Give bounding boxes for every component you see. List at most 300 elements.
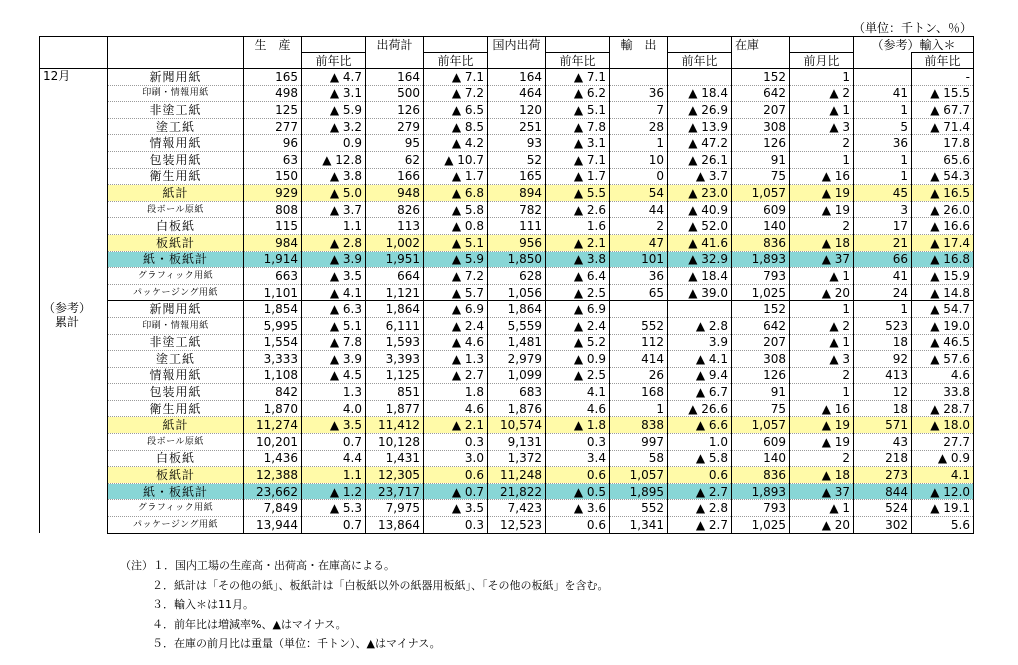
value-cell: 65 [610,284,668,301]
change-cell: 17.8 [912,135,974,152]
value-cell: 523 [854,317,912,334]
change-cell: ▲ 4.5 [302,367,366,384]
value-cell: 41 [854,85,912,102]
value-cell: 1,864 [366,301,424,318]
change-cell: ▲ 13.9 [668,118,732,135]
change-cell: ▲ 18.4 [668,268,732,285]
value-cell: 62 [366,151,424,168]
row-label: 新聞用紙 [108,301,244,318]
value-cell: 663 [244,268,302,285]
change-cell: ▲ 5.0 [302,185,366,202]
change-cell: - [912,69,974,86]
change-cell: ▲ 19.0 [912,317,974,334]
change-cell: ▲ 17.4 [912,234,974,251]
change-cell: ▲ 71.4 [912,118,974,135]
value-cell: 308 [732,118,790,135]
change-cell: ▲ 37 [790,483,854,500]
value-cell: 43 [854,434,912,451]
value-cell: 1,951 [366,251,424,268]
subheader-yoy: 前年比 [912,53,974,69]
change-cell: ▲ 2.8 [668,500,732,517]
value-cell: 36 [610,268,668,285]
table-row [40,185,974,202]
row-label: 塗工紙 [108,351,244,368]
value-cell: 838 [610,417,668,434]
change-cell: ▲ 5.8 [668,450,732,467]
change-cell: ▲ 1 [790,334,854,351]
change-cell: ▲ 16.8 [912,251,974,268]
value-cell: 115 [244,218,302,235]
change-cell: ▲ 40.9 [668,201,732,218]
table-row [40,69,974,86]
change-cell: ▲ 16.6 [912,218,974,235]
change-cell: 0.7 [302,434,366,451]
change-cell: 3.4 [546,450,610,467]
table-row [40,168,974,185]
change-cell: 33.8 [912,384,974,401]
value-cell: 66 [854,251,912,268]
table-row [40,317,974,334]
value-cell: 5 [854,118,912,135]
change-cell: 4.4 [302,450,366,467]
value-cell: 12,523 [488,517,546,534]
footnote: ４．前年比は増減率%、▲はマイナス。 [152,617,347,631]
row-label: 紙計 [108,417,244,434]
value-cell: 894 [488,185,546,202]
footnote: （注）１．国内工場の生産高・出荷高・在庫高による。 [120,559,395,572]
change-cell: ▲ 7.8 [546,118,610,135]
value-cell: 54 [610,185,668,202]
value-cell: 44 [610,201,668,218]
value-cell: 24 [854,284,912,301]
value-cell: 1,436 [244,450,302,467]
change-cell: ▲ 5.1 [546,102,610,119]
change-cell: ▲ 3.7 [668,168,732,185]
value-cell: 1,101 [244,284,302,301]
change-cell: ▲ 16 [790,400,854,417]
change-cell: ▲ 3.9 [302,251,366,268]
table-row [40,367,974,384]
table-row [40,151,974,168]
value-cell: 3,393 [366,351,424,368]
change-cell: 65.6 [912,151,974,168]
value-cell: 948 [366,185,424,202]
table-row [40,218,974,235]
value-cell: 5,559 [488,317,546,334]
subheader-yoy: 前年比 [668,53,732,69]
change-cell: ▲ 26.0 [912,201,974,218]
value-cell: 609 [732,201,790,218]
change-cell: ▲ 2.1 [546,234,610,251]
value-cell [854,69,912,86]
change-cell: ▲ 3.7 [302,201,366,218]
value-cell: 21 [854,234,912,251]
change-cell: 5.6 [912,517,974,534]
change-cell: ▲ 18 [790,234,854,251]
change-cell: 4.6 [546,400,610,417]
change-cell: ▲ 5.7 [424,284,488,301]
value-cell: 851 [366,384,424,401]
change-cell: ▲ 4.2 [424,135,488,152]
change-cell: ▲ 16.5 [912,185,974,202]
value-cell: 140 [732,450,790,467]
change-cell: ▲ 19 [790,434,854,451]
value-cell: 75 [732,168,790,185]
change-cell: ▲ 2.7 [424,367,488,384]
change-cell: ▲ 19 [790,417,854,434]
change-cell: ▲ 15.5 [912,85,974,102]
change-cell: ▲ 1 [790,268,854,285]
change-cell: ▲ 1 [790,102,854,119]
value-cell: 1,025 [732,284,790,301]
value-cell: 1,108 [244,367,302,384]
value-cell: 207 [732,334,790,351]
value-cell: 152 [732,301,790,318]
value-cell: 1,056 [488,284,546,301]
value-cell: 984 [244,234,302,251]
change-cell: ▲ 1.3 [424,351,488,368]
value-cell: 3,333 [244,351,302,368]
change-cell: ▲ 23.0 [668,185,732,202]
value-cell: 26 [610,367,668,384]
change-cell: 1.1 [302,467,366,484]
change-cell: 0.9 [302,135,366,152]
table-row [40,351,974,368]
value-cell: 21,822 [488,483,546,500]
value-cell: 168 [610,384,668,401]
change-cell: ▲ 6.7 [668,384,732,401]
value-cell: 152 [732,69,790,86]
table-row [40,467,974,484]
change-cell: ▲ 2.6 [546,201,610,218]
change-cell: ▲ 0.9 [546,351,610,368]
value-cell: 1 [854,102,912,119]
change-cell: ▲ 3.1 [302,85,366,102]
change-cell: ▲ 5.8 [424,201,488,218]
change-cell: ▲ 1.7 [424,168,488,185]
value-cell: 1,854 [244,301,302,318]
change-cell: ▲ 18.0 [912,417,974,434]
table-row [40,301,974,318]
change-cell: 1.0 [668,434,732,451]
change-cell: ▲ 1.8 [546,417,610,434]
value-cell: 7,423 [488,500,546,517]
table-row [40,118,974,135]
change-cell: 4.1 [912,467,974,484]
value-cell: 1,864 [488,301,546,318]
change-cell: ▲ 6.6 [668,417,732,434]
change-cell: ▲ 41.6 [668,234,732,251]
change-cell: ▲ 2.8 [668,317,732,334]
change-cell: ▲ 3.5 [302,417,366,434]
change-cell: 0.3 [424,517,488,534]
footnote: ３．輸入＊は11月。 [152,598,254,611]
value-cell: 793 [732,500,790,517]
change-cell [668,301,732,318]
value-cell: 664 [366,268,424,285]
change-cell: ▲ 5.9 [424,251,488,268]
change-cell: ▲ 5.5 [546,185,610,202]
period-label [40,69,108,301]
value-cell: 7,975 [366,500,424,517]
footnotes [120,556,609,654]
change-cell: ▲ 2.5 [546,284,610,301]
value-cell: 111 [488,218,546,235]
value-cell: 23,662 [244,483,302,500]
header-import: （参考）輸入＊ [854,37,974,53]
value-cell: 140 [732,218,790,235]
value-cell: 12,305 [366,467,424,484]
change-cell: ▲ 6.2 [546,85,610,102]
change-cell: ▲ 6.3 [302,301,366,318]
change-cell: 4.1 [546,384,610,401]
value-cell: 1,895 [610,483,668,500]
row-label: 紙・板紙計 [108,251,244,268]
row-label: パッケージング用紙 [108,284,244,301]
change-cell: ▲ 3.5 [424,500,488,517]
header-row [40,37,974,53]
value-cell: 17 [854,218,912,235]
change-cell [668,69,732,86]
change-cell: ▲ 19 [790,185,854,202]
change-cell: ▲ 39.0 [668,284,732,301]
change-cell: ▲ 7.1 [424,69,488,86]
value-cell: 1,593 [366,334,424,351]
change-cell: ▲ 7.1 [546,69,610,86]
change-cell: ▲ 26.9 [668,102,732,119]
change-cell: ▲ 67.7 [912,102,974,119]
change-cell: 1.3 [302,384,366,401]
change-cell: ▲ 14.8 [912,284,974,301]
row-label: 段ボール原紙 [108,434,244,451]
unit-label: （単位：千トン、％） [852,21,972,35]
change-cell: ▲ 16 [790,168,854,185]
value-cell: 13,944 [244,517,302,534]
change-cell: ▲ 26.1 [668,151,732,168]
value-cell: 13,864 [366,517,424,534]
change-cell: ▲ 1 [790,500,854,517]
table-row [40,483,974,500]
value-cell: 273 [854,467,912,484]
change-cell: 3.9 [668,334,732,351]
change-cell: ▲ 28.7 [912,400,974,417]
value-cell: 500 [366,85,424,102]
value-cell: 1,057 [610,467,668,484]
header-export: 輸 出 [610,37,668,53]
value-cell [610,69,668,86]
change-cell: ▲ 6.4 [546,268,610,285]
value-cell: 75 [732,400,790,417]
value-cell: 1,877 [366,400,424,417]
change-cell: 0.7 [302,517,366,534]
row-label: 紙計 [108,185,244,202]
value-cell: 41 [854,268,912,285]
change-cell: 4.6 [912,367,974,384]
value-cell: 1,372 [488,450,546,467]
row-label: 情報用紙 [108,367,244,384]
value-cell: 0 [610,168,668,185]
value-cell: 125 [244,102,302,119]
value-cell: 826 [366,201,424,218]
change-cell: 2 [790,135,854,152]
change-cell: ▲ 5.3 [302,500,366,517]
change-cell: ▲ 20 [790,284,854,301]
value-cell: 413 [854,367,912,384]
value-cell: 628 [488,268,546,285]
change-cell: ▲ 4.1 [668,351,732,368]
change-cell: ▲ 3.8 [302,168,366,185]
value-cell: 683 [488,384,546,401]
change-cell: ▲ 3.1 [546,135,610,152]
row-label: 段ボール原紙 [108,201,244,218]
value-cell: 642 [732,85,790,102]
value-cell: 1 [854,151,912,168]
value-cell: 63 [244,151,302,168]
value-cell: 9,131 [488,434,546,451]
value-cell: 28 [610,118,668,135]
value-cell: 997 [610,434,668,451]
value-cell: 929 [244,185,302,202]
table-row [40,434,974,451]
value-cell: 1,893 [732,251,790,268]
change-cell: ▲ 12.8 [302,151,366,168]
value-cell: 23,717 [366,483,424,500]
change-cell: ▲ 54.7 [912,301,974,318]
value-cell: 7,849 [244,500,302,517]
table-row [40,384,974,401]
value-cell: 956 [488,234,546,251]
change-cell: ▲ 5.2 [546,334,610,351]
value-cell: 11,248 [488,467,546,484]
value-cell: 2,979 [488,351,546,368]
value-cell: 165 [488,168,546,185]
value-cell: 5,995 [244,317,302,334]
value-cell: 12,388 [244,467,302,484]
subheader-mom: 前月比 [790,53,854,69]
change-cell: 2 [790,450,854,467]
row-label: 塗工紙 [108,118,244,135]
change-cell: 1 [790,301,854,318]
table-row [40,268,974,285]
footnote: ５．在庫の前月比は重量（単位：千トン）、▲はマイナス。 [152,637,441,650]
row-label: 板紙計 [108,467,244,484]
value-cell: 1,057 [732,417,790,434]
value-cell: 126 [732,367,790,384]
change-cell: ▲ 0.5 [546,483,610,500]
subheader-yoy: 前年比 [546,53,610,69]
value-cell: 609 [732,434,790,451]
value-cell: 1,002 [366,234,424,251]
table-row [40,417,974,434]
row-label: 衛生用紙 [108,400,244,417]
value-cell: 12 [854,384,912,401]
change-cell: 1 [790,69,854,86]
change-cell: ▲ 5.1 [424,234,488,251]
value-cell: 166 [366,168,424,185]
change-cell: ▲ 7.2 [424,85,488,102]
value-cell: 552 [610,317,668,334]
change-cell: ▲ 15.9 [912,268,974,285]
value-cell: 11,274 [244,417,302,434]
row-label: 非塗工紙 [108,334,244,351]
change-cell: 4.6 [424,400,488,417]
change-cell: 27.7 [912,434,974,451]
change-cell: ▲ 2.7 [668,483,732,500]
value-cell: 836 [732,234,790,251]
value-cell: 1,125 [366,367,424,384]
table-row [40,135,974,152]
row-label: 白板紙 [108,218,244,235]
value-cell: 3 [854,201,912,218]
change-cell: ▲ 7.1 [546,151,610,168]
row-label: グラフィック用紙 [108,500,244,517]
change-cell: 1 [790,151,854,168]
table-row [40,251,974,268]
value-cell: 1,893 [732,483,790,500]
change-cell: ▲ 3.6 [546,500,610,517]
change-cell: 1 [790,384,854,401]
change-cell: 3.0 [424,450,488,467]
value-cell: 36 [854,135,912,152]
change-cell: 1.8 [424,384,488,401]
value-cell: 1 [854,168,912,185]
value-cell: 1,481 [488,334,546,351]
value-cell: 164 [366,69,424,86]
header-stock: 在庫 [732,37,790,53]
change-cell: ▲ 0.9 [912,450,974,467]
value-cell: 498 [244,85,302,102]
change-cell: ▲ 2.8 [302,234,366,251]
value-cell: 571 [854,417,912,434]
row-label: 包装用紙 [108,151,244,168]
change-cell: ▲ 4.6 [424,334,488,351]
change-cell: ▲ 2.4 [424,317,488,334]
change-cell: 0.6 [546,517,610,534]
value-cell: 308 [732,351,790,368]
change-cell: ▲ 0.7 [424,483,488,500]
value-cell: 836 [732,467,790,484]
change-cell: 2 [790,218,854,235]
table-row [40,234,974,251]
value-cell: 218 [854,450,912,467]
change-cell: ▲ 6.9 [546,301,610,318]
change-cell: ▲ 2.7 [668,517,732,534]
value-cell: 101 [610,251,668,268]
value-cell: 1,025 [732,517,790,534]
value-cell: 1,057 [732,185,790,202]
row-label: グラフィック用紙 [108,268,244,285]
row-label: 印刷・情報用紙 [108,317,244,334]
change-cell: 0.3 [546,434,610,451]
value-cell: 1,341 [610,517,668,534]
value-cell: 93 [488,135,546,152]
row-label: 板紙計 [108,234,244,251]
change-cell: ▲ 3 [790,351,854,368]
value-cell: 464 [488,85,546,102]
change-cell: 2 [790,367,854,384]
subheader-yoy: 前年比 [302,53,366,69]
value-cell: 165 [244,69,302,86]
value-cell: 277 [244,118,302,135]
change-cell: ▲ 3.8 [546,251,610,268]
footnote: ２．紙計は「その他の紙」、板紙計は「白板紙以外の紙器用板紙」、「その他の板紙」を含む。 [152,578,609,592]
value-cell: 91 [732,151,790,168]
value-cell: 1,099 [488,367,546,384]
table-row [40,500,974,517]
subheader-yoy: 前年比 [424,53,488,69]
header-production: 生 産 [244,37,302,53]
change-cell: ▲ 26.6 [668,400,732,417]
